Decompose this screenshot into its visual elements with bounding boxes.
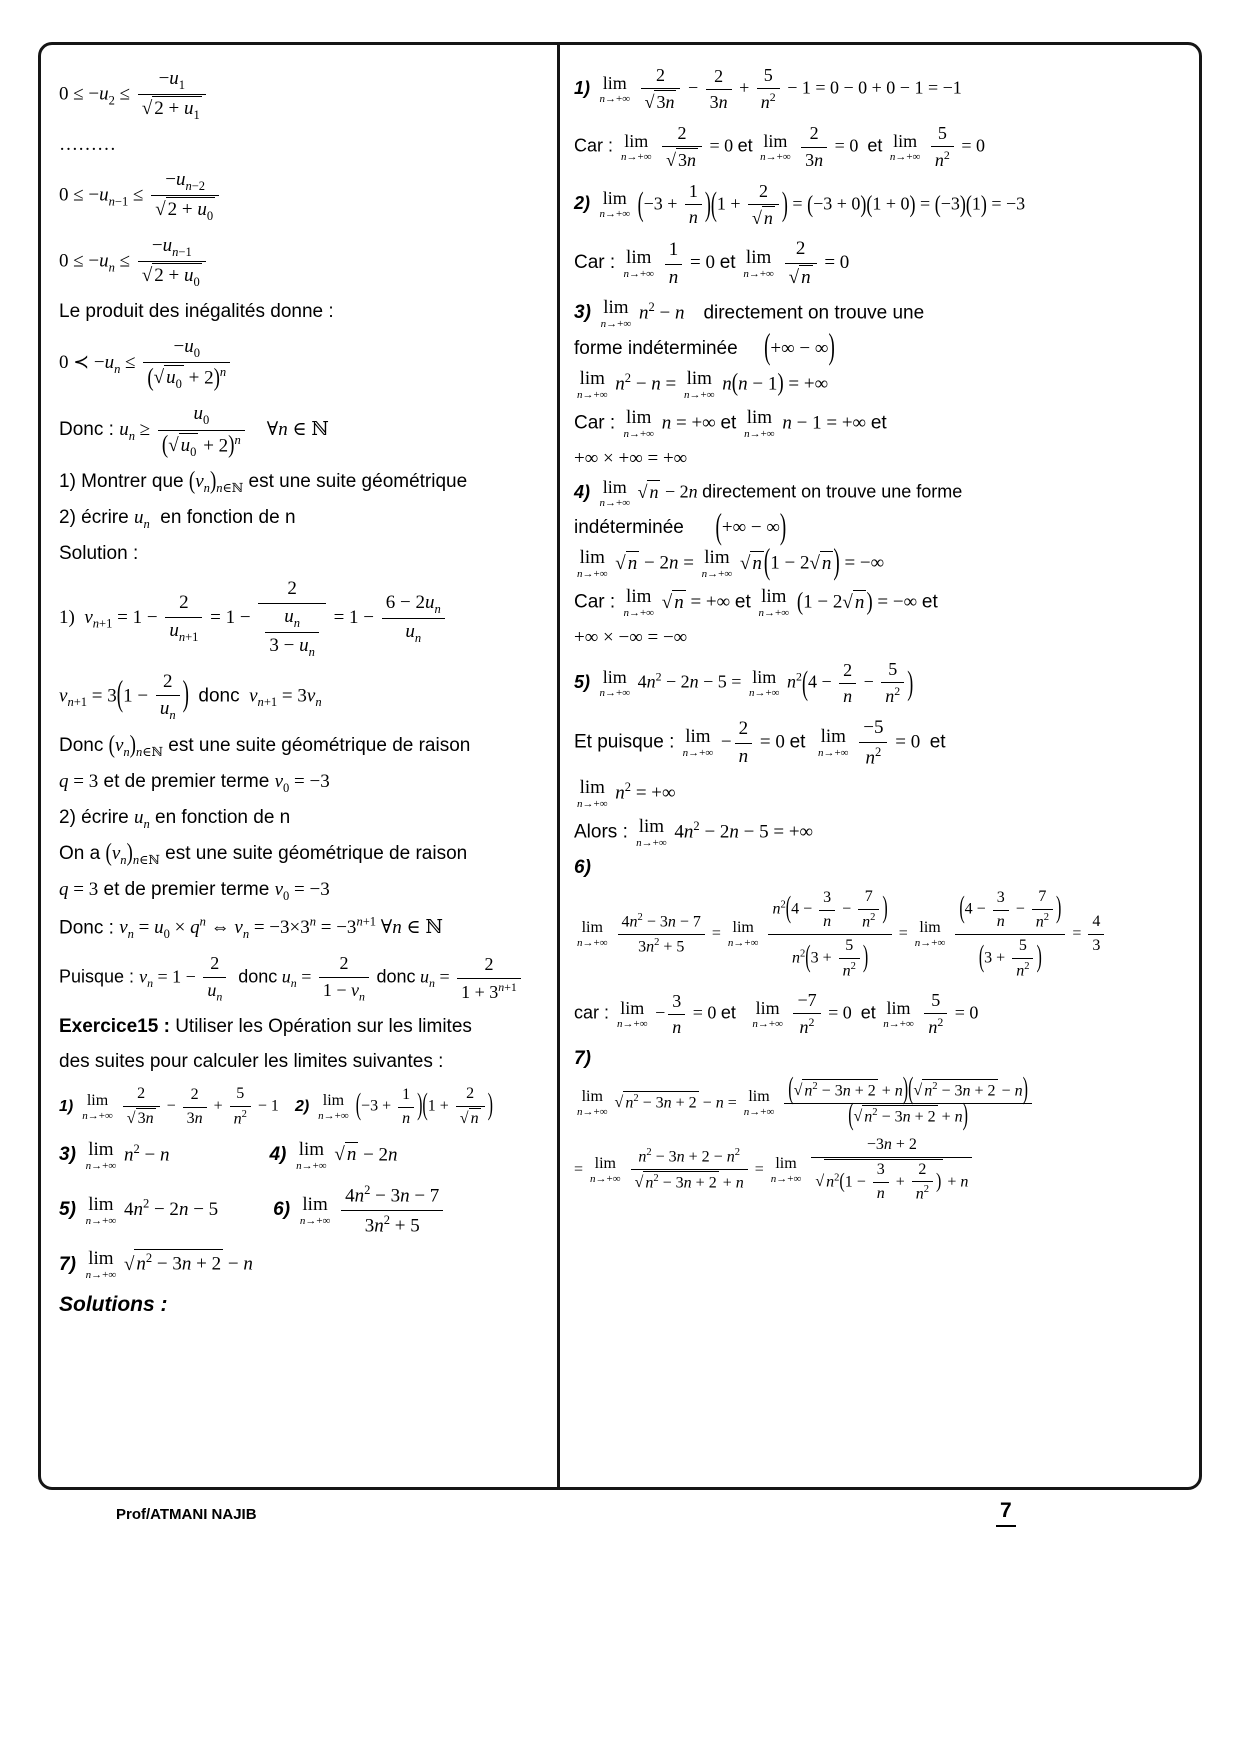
formula-line: $0 \le -u_2$ ≤ $\frac{-u_1}{√ 2 + u_1}$ (59, 67, 551, 123)
right-column (560, 45, 1199, 1487)
solution-line: 7) (574, 1047, 591, 1069)
formula-line: $0 \le -u_{n-1}$ ≤ $\frac{-u_{n-2}}{√ 2 + u_0}$ (59, 168, 551, 224)
page-number: 7 (996, 1499, 1016, 1527)
solution-line: lim n→+∞ √ $n^2 - 3n + 2 - n = \lim$ n→+∞ $\frac{(√ n^2 - 3n + 2 + n)(√ n^2 - 3n + 2 - n)}{(√ n^2 - 3n + 2 + n)}$ (574, 1079, 1191, 1128)
solution-line: Alors : lim n→+∞ $4n^2 - 2n - 5$ = +∞ (574, 815, 814, 849)
text-line: Le produit des inégalités donne : (59, 301, 334, 323)
text-line: Donc : $v_n = u_0 \times q^n$ ⇔ $v_n = -3\times 3^n = -3^{n+1}$ ∀n ∈ ℕ (59, 914, 443, 942)
ellipsis-line: ……… (59, 134, 116, 156)
text-line: On a $(v_n)_{n\in ℕ}$ est une suite géométrique de raison (59, 839, 468, 868)
text-line: 2) écrire $u_n$ en fonction de n (59, 507, 296, 531)
text-line: 2) écrire $u_n$ en fonction de n (59, 806, 291, 831)
solution-line: car : lim n→+∞ − $\frac{3}{n}$ = 0 et lim n→+∞ $\frac{-7}{n^2}$ = 0 et lim n→+∞ $\frac{5}{n^2}$ = 0 (574, 990, 979, 1038)
solution-line: +∞ × +∞ = +∞ (574, 447, 688, 469)
formula-line: 0 ≺ $-u_n$ ≤ $\frac{-u_0}{(√ u_0 + 2)^n}$ (59, 335, 551, 393)
formula-line: Donc : $u_n$ ≥ $\frac{u_0}{(√ u_0 + 2)^n}$ ∀n ∈ ℕ (59, 403, 329, 460)
solutions-heading: Solutions : (59, 1293, 168, 1317)
text-line: des suites pour calculer les limites suivantes : (59, 1050, 444, 1072)
solution-line: Car : lim n→+∞ $\frac{2}{√ 3n}$ = 0 et lim n→+∞ $\frac{2}{3n}$ = 0 et lim n→+∞ $\frac{5}{n^2}$ = 0 (574, 122, 1191, 173)
solution-line: indéterminée (+∞ − ∞) (574, 507, 787, 548)
solution-line: lim n→+∞ $n^2$ = +∞ (577, 776, 676, 810)
solution-line: Car : lim n→+∞ n = +∞ et lim n→+∞ n − 1 = +∞ et (574, 406, 887, 440)
solution-line: 1) lim n→+∞ $\frac{2}{√ 3n}$ − $\frac{2}{3n}$ + $\frac{5}{n^2}$ − 1 = 0 − 0 + 0 − 1 = −1 (574, 64, 1191, 115)
page-frame (38, 42, 1202, 1490)
exercise-heading: Exercice15 : Utiliser les Opération sur les limites (59, 1015, 472, 1037)
formula-line: Puisque : $v_n = 1$ − $\frac{2}{u_n}$ donc $u_n$ = $\frac{2}{1 - v_n}$ donc $u_n$ = $\frac{2}{1 + 3^{n+1}}$ (59, 952, 551, 1004)
footer-author: Prof/ATMANI NAJIB (116, 1506, 257, 1523)
solution-line: 4) lim n→+∞ √ n − 2n directement on trouve une forme (574, 477, 963, 510)
solution-line: 2) lim n→+∞ (−3 + $\frac{1}{n}$ )(1 + $\frac{2}{√ n}$ ) = (−3 + 0)(1 + 0) = (−3)(1) = −3 (574, 180, 1191, 231)
text-line: Donc $(v_n)_{n\in ℕ}$ est une suite géométrique de raison (59, 730, 471, 760)
exercise-item: 5) lim n→+∞ $4n^2 - 2n - 5$ 6) lim n→+∞ $\frac{4n^2 - 3n - 7}{3n^2 + 5}$ (59, 1182, 551, 1239)
solution-line: +∞ × −∞ = −∞ (574, 627, 688, 649)
text-line: 1) Montrer que $(v_n)_{n\in ℕ}$ est une suite géométrique (59, 467, 468, 496)
solution-line: Car : lim n→+∞ $\frac{1}{n}$ = 0 et lim n→+∞ $\frac{2}{√ n}$ = 0 (574, 237, 1191, 290)
text-line: q = 3 et de premier terme $v_0 = -3$ (59, 878, 330, 903)
formula-line: $0 \le -u_n$ ≤ $\frac{-u_{n-1}}{√ 2 + u_0}$ (59, 234, 551, 290)
solution-line: lim n→+∞ $\frac{4n^2 - 3n - 7}{3n^2 + 5}$ = lim n→+∞ $n^2(4$ − $\frac{3}{n}$ − $\frac{7}{n^2}$ ) $n^2(3$ + $\frac{5}{n^2}$ ) = lim n→+∞ (4 − $\frac{3}{n}$ − $\frac{7}{n^2}$ ) (3 + $\frac{5}{n^2}$ ) = $\frac{4}{3}$ (574, 887, 1191, 982)
exercise-item: 3) lim n→+∞ $n^2 - n$ 4) lim n→+∞ √ n − 2n (59, 1139, 398, 1173)
solution-line: Et puisque : lim n→+∞ − $\frac{2}{n}$ = 0 et lim n→+∞ $\frac{-5}{n^2}$ = 0 et (574, 716, 946, 768)
solution-line: = lim n→+∞ $\frac{n^2 - 3n + 2 - n^2}{√ n^2 - 3n + 2 + n}$ = lim n→+∞ −3n + 2 √ $n^2(1$ − $\frac{3}{n}$ + $\frac{2}{n^2}$ ) + n (574, 1135, 1191, 1206)
solution-line: Car : lim n→+∞ √ n = +∞ et lim n→+∞ (1 − 2√ n ) = −∞ et (574, 586, 938, 620)
text-line: q = 3 et de premier terme $v_0 = -3$ (59, 770, 330, 795)
text-line: Solution : (59, 543, 139, 565)
solution-line: forme indéterminée (+∞ − ∞) (574, 327, 835, 368)
solution-line: lim n→+∞ √ n − 2n = lim n→+∞ √ n (1 − 2√ n ) = −∞ (577, 542, 885, 583)
exercise-item: 7) lim n→+∞ √ $n^2 - 3n + 2 - n$ (59, 1248, 253, 1282)
left-column (41, 45, 557, 1487)
formula-line: 1) $v_{n+1} = 1$ − $\frac{2}{u_{n+1}}$ = 1 − $\frac{2}{\frac{u_n}{3 - u_n}}$ = 1 − $\frac{6 - 2u_n}{u_n}$ (59, 577, 551, 660)
exercise-item: 1) lim n→+∞ $\frac{2}{√ 3n}$ − $\frac{2}{3n}$ + $\frac{5}{n^2}$ − 1 2) lim n→+∞ (−3 + $\frac{1}{n}$ )(1 + $\frac{2}{√ n}$ ) (59, 1084, 551, 1130)
solution-line: 3) lim n→+∞ $n^2 - n$ directement on trouve une (574, 296, 925, 330)
solution-line: 6) (574, 856, 591, 878)
solution-line: lim n→+∞ $n^2 - n = \lim$ n→+∞ n(n − 1) = +∞ (577, 367, 829, 401)
formula-line: $v_{n+1} = 3(1$ − $\frac{2}{u_n}$ ) donc $v_{n+1} = 3v_n$ (59, 670, 322, 723)
solution-line: 5) lim n→+∞ $4n^2 - 2n - 5 = \lim$ n→+∞ $n^2(4$ − $\frac{2}{n}$ − $\frac{5}{n^2}$ ) (574, 659, 914, 707)
